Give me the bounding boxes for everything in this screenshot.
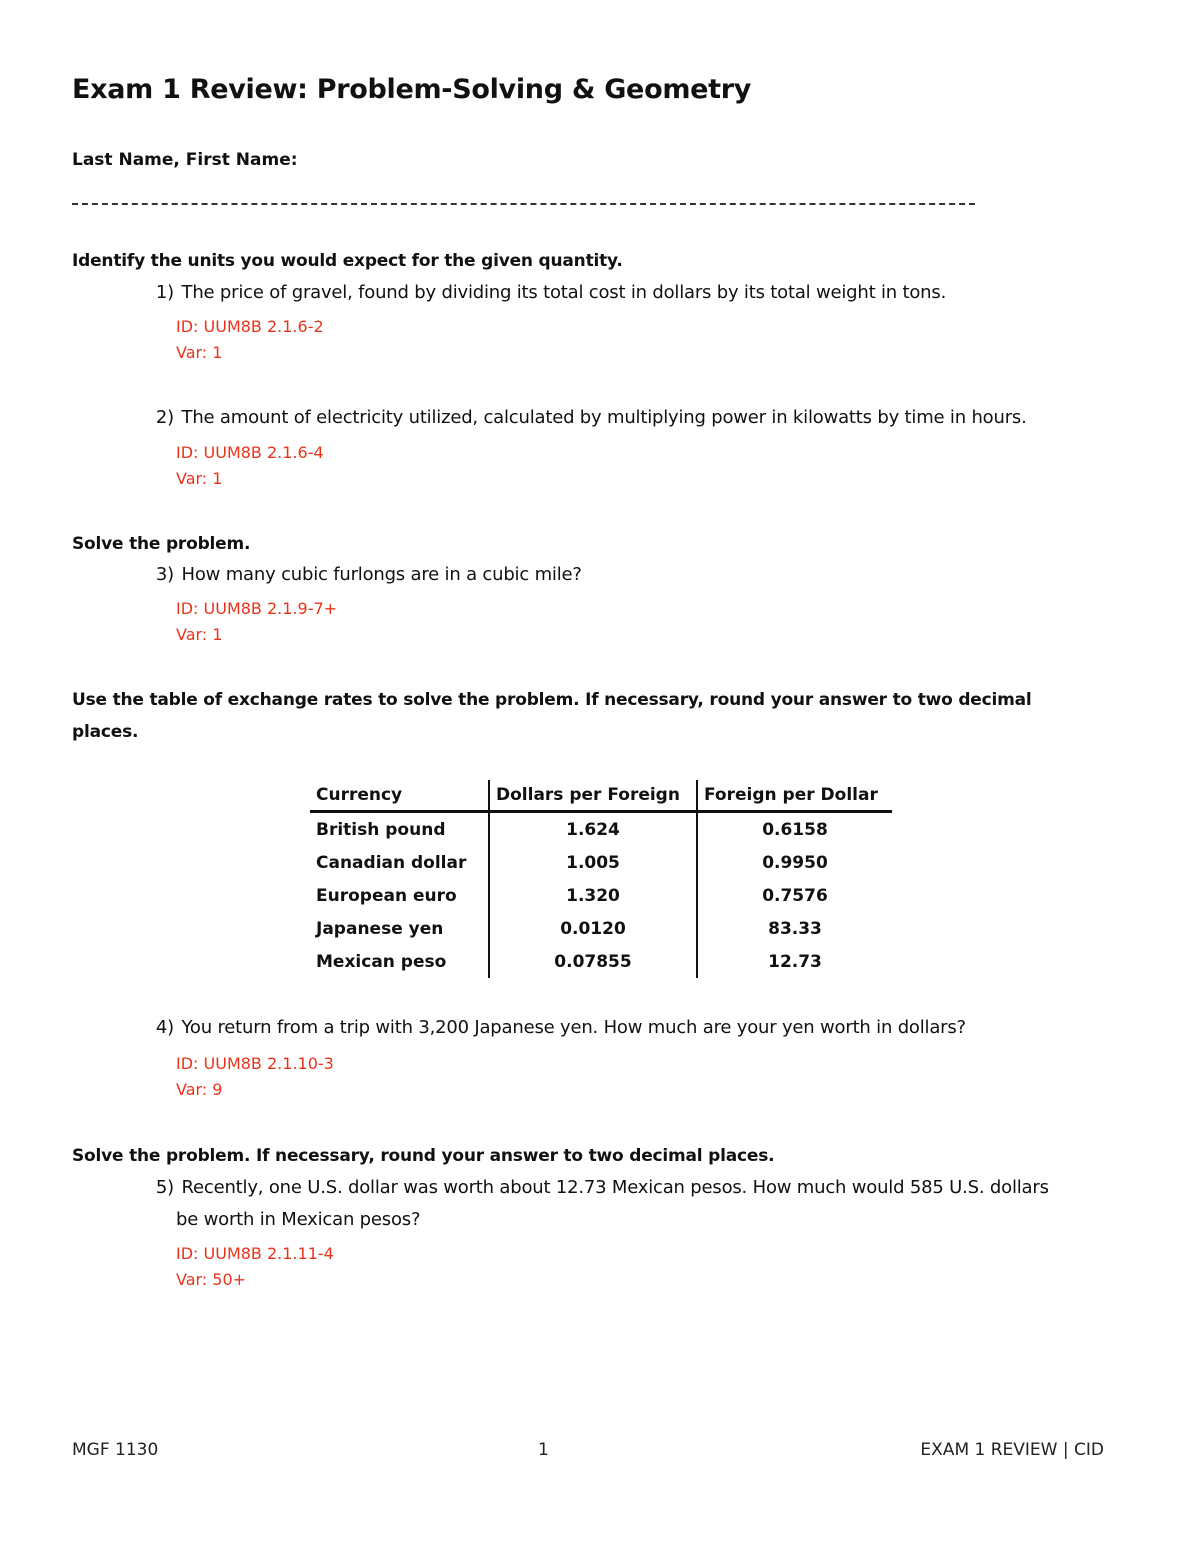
question-var: Var: 1 bbox=[176, 625, 223, 644]
question-1-meta bbox=[176, 314, 324, 366]
question-number: 4) bbox=[155, 1017, 174, 1038]
dollars-per-foreign-cell: 1.320 bbox=[489, 879, 697, 912]
question-4-meta bbox=[176, 1051, 334, 1103]
name-blank-line[interactable] bbox=[72, 203, 975, 205]
foreign-per-dollar-cell: 83.33 bbox=[697, 912, 892, 945]
solve-round-instruction: Solve the problem. If necessary, round your answer to two decimal places. bbox=[72, 1146, 775, 1166]
question-var: Var: 50+ bbox=[176, 1270, 247, 1289]
question-text: How many cubic furlongs are in a cubic mile? bbox=[181, 564, 582, 585]
currency-cell: Mexican peso bbox=[316, 951, 447, 972]
question-id: ID: UUM8B 2.1.11-4 bbox=[176, 1244, 334, 1263]
currency-cell: Canadian dollar bbox=[316, 852, 467, 873]
question-number: 2) bbox=[155, 407, 174, 428]
question-id: ID: UUM8B 2.1.6-4 bbox=[176, 443, 324, 462]
question-text: The amount of electricity utilized, calculated by multiplying power in kilowatts by time in hours. bbox=[181, 407, 1027, 428]
table-header-row bbox=[310, 780, 892, 812]
question-id: ID: UUM8B 2.1.10-3 bbox=[176, 1054, 334, 1073]
column-header-dollars-per-foreign: Dollars per Foreign bbox=[489, 780, 697, 812]
dollars-per-foreign-cell: 0.0120 bbox=[489, 912, 697, 945]
exchange-rate-table bbox=[310, 780, 892, 978]
question-3 bbox=[144, 564, 582, 585]
table-row bbox=[310, 812, 892, 847]
question-var: Var: 9 bbox=[176, 1080, 223, 1099]
foreign-per-dollar-cell: 0.7576 bbox=[697, 879, 892, 912]
table-row bbox=[310, 879, 892, 912]
question-5 bbox=[144, 1177, 1049, 1198]
foreign-per-dollar-cell: 12.73 bbox=[697, 945, 892, 978]
question-3-meta bbox=[176, 596, 337, 648]
question-number: 5) bbox=[155, 1177, 174, 1198]
currency-cell: British pound bbox=[316, 819, 446, 840]
footer-page-number: 1 bbox=[538, 1440, 549, 1460]
footer-doc-title: EXAM 1 REVIEW | CID bbox=[920, 1440, 1104, 1460]
question-text: Recently, one U.S. dollar was worth about 12.73 Mexican pesos. How much would 585 U.S. dollars bbox=[181, 1177, 1049, 1198]
exchange-instruction-line1: Use the table of exchange rates to solve the problem. If necessary, round your answer to two decimal bbox=[72, 690, 1032, 710]
question-1 bbox=[144, 282, 946, 303]
question-text: The price of gravel, found by dividing its total cost in dollars by its total weight in tons. bbox=[181, 282, 947, 303]
table-row bbox=[310, 945, 892, 978]
column-header-foreign-per-dollar: Foreign per Dollar bbox=[697, 780, 892, 812]
page-title: Exam 1 Review: Problem-Solving & Geometry bbox=[72, 74, 752, 105]
units-instruction: Identify the units you would expect for the given quantity. bbox=[72, 251, 623, 271]
dollars-per-foreign-cell: 1.005 bbox=[489, 846, 697, 879]
question-id: ID: UUM8B 2.1.9-7+ bbox=[176, 599, 338, 618]
question-5-continuation: be worth in Mexican pesos? bbox=[176, 1209, 421, 1230]
currency-cell: Japanese yen bbox=[316, 918, 444, 939]
dollars-per-foreign-cell: 0.07855 bbox=[489, 945, 697, 978]
foreign-per-dollar-cell: 0.6158 bbox=[697, 812, 892, 847]
footer-course: MGF 1130 bbox=[72, 1440, 159, 1460]
dollars-per-foreign-cell: 1.624 bbox=[489, 812, 697, 847]
question-id: ID: UUM8B 2.1.6-2 bbox=[176, 317, 324, 336]
column-header-currency: Currency bbox=[310, 780, 489, 812]
foreign-per-dollar-cell: 0.9950 bbox=[697, 846, 892, 879]
question-text: You return from a trip with 3,200 Japanese yen. How much are your yen worth in dollars? bbox=[181, 1017, 966, 1038]
table-row bbox=[310, 846, 892, 879]
question-var: Var: 1 bbox=[176, 343, 223, 362]
question-5-meta bbox=[176, 1241, 334, 1293]
question-2-meta bbox=[176, 440, 324, 492]
currency-cell: European euro bbox=[316, 885, 457, 906]
question-4 bbox=[144, 1017, 966, 1038]
question-2 bbox=[144, 407, 1027, 428]
exchange-instruction-line2: places. bbox=[72, 722, 139, 742]
name-label: Last Name, First Name: bbox=[72, 150, 298, 170]
table-row bbox=[310, 912, 892, 945]
question-number: 3) bbox=[155, 564, 174, 585]
question-var: Var: 1 bbox=[176, 469, 223, 488]
solve-instruction: Solve the problem. bbox=[72, 534, 251, 554]
question-number: 1) bbox=[155, 282, 174, 303]
